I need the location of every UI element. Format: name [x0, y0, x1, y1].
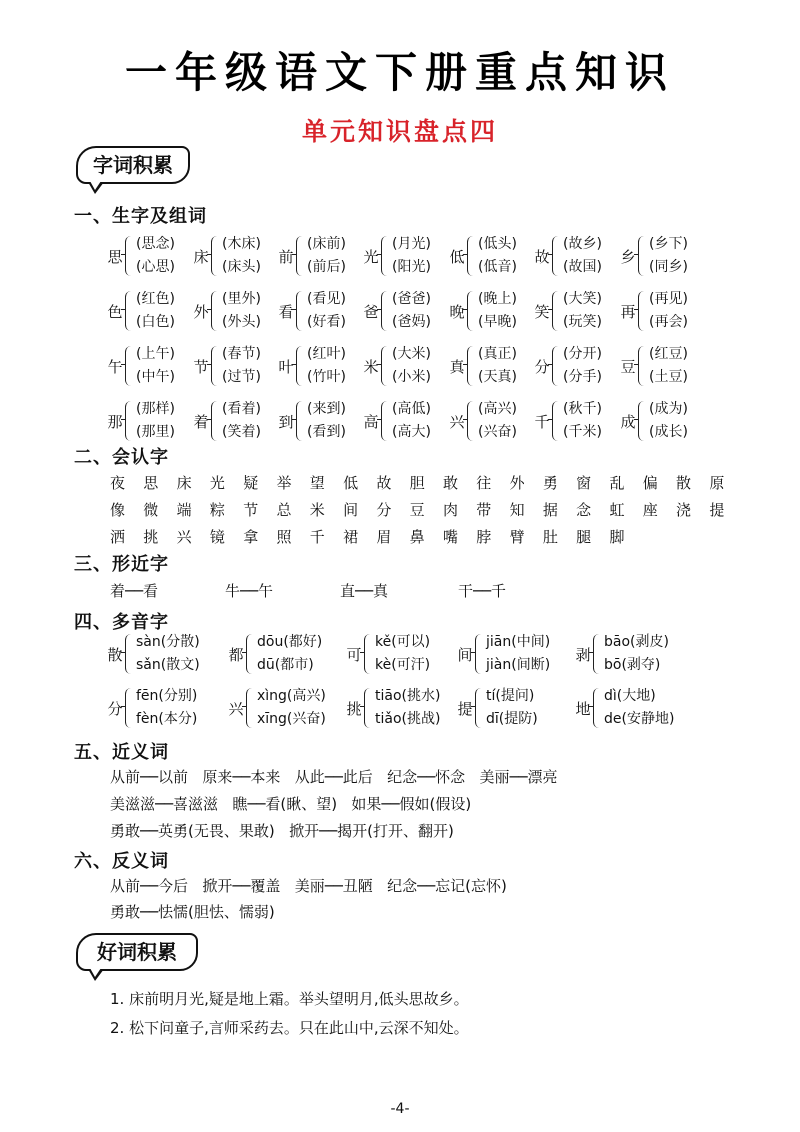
char-word-group [449, 233, 517, 279]
word: (成为) [649, 401, 688, 417]
word: (那样) [136, 401, 175, 417]
recognize-char: 勇 [542, 474, 558, 492]
synonym-line: 美滋滋──喜滋滋 瞧──看(瞅、望) 如果──假如(假设) [110, 795, 472, 813]
word: (笑着) [222, 424, 261, 440]
heading-similar: 三、形近字 [74, 554, 169, 575]
brace-icon [638, 346, 647, 386]
brace-icon [296, 291, 305, 331]
brace-icon [638, 291, 647, 331]
char-word-group [534, 398, 602, 444]
target-char: 都 [228, 645, 244, 664]
brace-icon [593, 634, 602, 674]
recognize-char: 照 [276, 528, 292, 546]
word: (天真) [478, 369, 517, 385]
reading: bō(剥夺) [604, 657, 661, 673]
brace-icon [475, 688, 484, 728]
recognize-char: 肉 [442, 501, 458, 519]
brace-icon [475, 634, 484, 674]
reading: fèn(本分) [136, 711, 198, 727]
reading: kě(可以) [375, 634, 431, 650]
similar-pair: 着──看 [110, 582, 159, 600]
word: (床前) [307, 236, 346, 252]
word: (木床) [222, 236, 261, 252]
brace-icon [211, 346, 220, 386]
reading: tiāo(挑水) [375, 688, 441, 704]
recognize-char: 床 [176, 474, 192, 492]
brace-icon [211, 401, 220, 441]
word: (白色) [136, 314, 175, 330]
char-word-group [534, 288, 602, 334]
recognize-char: 虹 [609, 501, 625, 519]
char-word-group [449, 288, 517, 334]
recognize-char: 米 [309, 501, 325, 519]
char-word-group [620, 233, 688, 279]
target-char: 间 [457, 645, 473, 664]
polyphonic-group [228, 631, 322, 677]
brace-icon [467, 236, 476, 276]
word: (真正) [478, 346, 517, 362]
target-char: 色 [107, 302, 123, 321]
char-row [110, 472, 743, 493]
target-char: 散 [107, 645, 123, 664]
recognize-char: 举 [276, 474, 292, 492]
recognize-char: 敢 [442, 474, 458, 492]
polyphonic-group [107, 685, 197, 731]
reading: dū(都市) [257, 657, 314, 673]
brace-icon [296, 401, 305, 441]
recognize-char: 眉 [376, 528, 392, 546]
brace-icon [246, 634, 255, 674]
word: (看到) [307, 424, 346, 440]
recognize-char: 光 [209, 474, 225, 492]
reading: de(安静地) [604, 711, 675, 727]
recognize-char: 端 [176, 501, 192, 519]
reading: dī(提防) [486, 711, 538, 727]
word: (外头) [222, 314, 261, 330]
target-char: 兴 [228, 699, 244, 718]
target-char: 午 [107, 357, 123, 376]
target-char: 故 [534, 247, 550, 266]
reading: jiān(中间) [486, 634, 551, 650]
recognize-char: 臂 [509, 528, 525, 546]
word: (高低) [392, 401, 431, 417]
reading: tiǎo(挑战) [375, 711, 441, 727]
heading-polyphonic: 四、多音字 [74, 612, 169, 633]
recognize-char: 低 [343, 474, 359, 492]
recognize-char: 往 [476, 474, 492, 492]
polyphonic-group [575, 631, 669, 677]
brace-icon [638, 236, 647, 276]
char-word-group [278, 398, 346, 444]
recognize-char: 脚 [609, 528, 625, 546]
target-char: 乡 [620, 247, 636, 266]
recognize-char: 节 [243, 501, 259, 519]
word: (乡下) [649, 236, 688, 252]
word: (早晚) [478, 314, 517, 330]
target-char: 着 [193, 412, 209, 431]
brace-icon [381, 346, 390, 386]
synonym-line: 从前──以前 原来──本来 从此──此后 纪念──怀念 美丽──漂亮 [110, 768, 558, 786]
char-word-group [107, 233, 175, 279]
target-char: 分 [107, 699, 123, 718]
word: (成长) [649, 424, 688, 440]
char-word-group [193, 288, 261, 334]
recognize-char: 兴 [176, 528, 192, 546]
word: (红叶) [307, 346, 346, 362]
reading: xìng(高兴) [257, 688, 326, 704]
similar-pair: 直──真 [340, 582, 389, 600]
word: (春节) [222, 346, 261, 362]
word: (玩笑) [563, 314, 602, 330]
reading: tí(提问) [486, 688, 535, 704]
word: (低音) [478, 259, 517, 275]
target-char: 思 [107, 247, 123, 266]
synonym-line: 勇敢──英勇(无畏、果敢) 掀开──揭开(打开、翻开) [110, 822, 454, 840]
brace-icon [552, 346, 561, 386]
brace-icon [467, 401, 476, 441]
brace-icon [211, 291, 220, 331]
word: (大米) [392, 346, 431, 362]
word: (上午) [136, 346, 175, 362]
char-word-group [107, 343, 175, 389]
word: (大笑) [563, 291, 602, 307]
recognize-char: 挑 [143, 528, 159, 546]
word: (高兴) [478, 401, 517, 417]
target-char: 再 [620, 302, 636, 321]
recognize-char: 窗 [576, 474, 592, 492]
target-char: 豆 [620, 357, 636, 376]
reading: sǎn(散文) [136, 657, 200, 673]
target-char: 晚 [449, 302, 465, 321]
char-word-group [449, 398, 517, 444]
recognize-char: 裙 [343, 528, 359, 546]
word: (中午) [136, 369, 175, 385]
target-char: 外 [193, 302, 209, 321]
recognize-char: 据 [542, 501, 558, 519]
antonym-line: 勇敢──怯懦(胆怯、懦弱) [110, 903, 275, 921]
char-word-group [534, 233, 602, 279]
polyphonic-group [107, 631, 200, 677]
word: (爸爸) [392, 291, 431, 307]
similar-pair: 干──千 [458, 582, 507, 600]
brace-icon [364, 688, 373, 728]
brace-icon [125, 236, 134, 276]
target-char: 那 [107, 412, 123, 431]
polyphonic-group [346, 685, 440, 731]
polyphonic-group [575, 685, 674, 731]
recognize-char: 夜 [110, 474, 126, 492]
word: (看见) [307, 291, 346, 307]
recognize-char: 总 [276, 501, 292, 519]
recognize-char: 疑 [243, 474, 259, 492]
brace-icon [467, 346, 476, 386]
heading-recognize: 二、会认字 [74, 447, 169, 468]
reading: bāo(剥皮) [604, 634, 669, 650]
target-char: 米 [363, 357, 379, 376]
recognize-char: 思 [143, 474, 159, 492]
target-char: 真 [449, 357, 465, 376]
box-label: 字词积累 [93, 153, 173, 177]
section-box-vocabulary [76, 146, 190, 184]
recognize-char: 嘴 [442, 528, 458, 546]
char-word-group [278, 343, 346, 389]
reading: dì(大地) [604, 688, 656, 704]
char-word-group [363, 288, 431, 334]
recognize-char: 浇 [676, 501, 692, 519]
word: (再见) [649, 291, 688, 307]
brace-icon [381, 236, 390, 276]
brace-icon [381, 291, 390, 331]
target-char: 剥 [575, 645, 591, 664]
word: (来到) [307, 401, 346, 417]
brace-icon [593, 688, 602, 728]
reading: jiàn(间断) [486, 657, 551, 673]
target-char: 分 [534, 357, 550, 376]
word: (分开) [563, 346, 602, 362]
word: (晚上) [478, 291, 517, 307]
word: (故国) [563, 259, 602, 275]
poem-line: 2. 松下问童子,言师采药去。只在此山中,云深不知处。 [110, 1019, 469, 1037]
target-char: 前 [278, 247, 294, 266]
target-char: 看 [278, 302, 294, 321]
target-char: 爸 [363, 302, 379, 321]
brace-icon [125, 634, 134, 674]
word: (看着) [222, 401, 261, 417]
similar-pair: 牛──午 [225, 582, 274, 600]
brace-icon [552, 401, 561, 441]
target-char: 床 [193, 247, 209, 266]
word: (阳光) [392, 259, 431, 275]
word: (千米) [563, 424, 602, 440]
brace-icon [246, 688, 255, 728]
recognize-char: 散 [676, 474, 692, 492]
polyphonic-group [457, 685, 538, 731]
recognize-char: 望 [309, 474, 325, 492]
reading: fēn(分别) [136, 688, 198, 704]
word: (那里) [136, 424, 175, 440]
recognize-char: 知 [509, 501, 525, 519]
char-word-group [193, 398, 261, 444]
recognize-char: 千 [309, 528, 325, 546]
recognize-char: 胆 [409, 474, 425, 492]
recognize-char: 粽 [209, 501, 225, 519]
char-word-group [620, 398, 688, 444]
brace-icon [467, 291, 476, 331]
word: (床头) [222, 259, 261, 275]
brace-icon [364, 634, 373, 674]
target-char: 低 [449, 247, 465, 266]
word: (月光) [392, 236, 431, 252]
brace-icon [381, 401, 390, 441]
reading: xīng(兴奋) [257, 711, 326, 727]
word: (秋千) [563, 401, 602, 417]
recognize-char: 念 [576, 501, 592, 519]
char-word-group [107, 398, 175, 444]
recognize-char: 偏 [642, 474, 658, 492]
recognize-char: 洒 [110, 528, 126, 546]
recognize-char: 分 [376, 501, 392, 519]
reading: sàn(分散) [136, 634, 200, 650]
char-word-group [620, 288, 688, 334]
brace-icon [125, 401, 134, 441]
target-char: 高 [363, 412, 379, 431]
word: (分手) [563, 369, 602, 385]
recognize-char: 镜 [209, 528, 225, 546]
antonym-line: 从前──今后 掀开──覆盖 美丽──丑陋 纪念──忘记(忘怀) [110, 877, 507, 895]
target-char: 兴 [449, 412, 465, 431]
brace-icon [125, 291, 134, 331]
char-row [110, 526, 643, 547]
char-row [110, 499, 743, 520]
target-char: 节 [193, 357, 209, 376]
word: (红色) [136, 291, 175, 307]
char-word-group [363, 343, 431, 389]
word: (前后) [307, 259, 346, 275]
recognize-char: 腿 [576, 528, 592, 546]
target-char: 光 [363, 247, 379, 266]
target-char: 笑 [534, 302, 550, 321]
word: (好看) [307, 314, 346, 330]
box-label: 好词积累 [97, 940, 177, 964]
word: (思念) [136, 236, 175, 252]
word: (心思) [136, 259, 175, 275]
reading: kè(可汗) [375, 657, 431, 673]
char-word-group [363, 398, 431, 444]
recognize-char: 脖 [476, 528, 492, 546]
word: (里外) [222, 291, 261, 307]
brace-icon [552, 291, 561, 331]
heading-antonyms: 六、反义词 [74, 851, 169, 872]
recognize-char: 原 [709, 474, 725, 492]
recognize-char: 故 [376, 474, 392, 492]
recognize-char: 乱 [609, 474, 625, 492]
word: (土豆) [649, 369, 688, 385]
recognize-char: 微 [143, 501, 159, 519]
recognize-char: 带 [476, 501, 492, 519]
char-word-group [363, 233, 431, 279]
char-word-group [193, 233, 261, 279]
poem-line: 1. 床前明月光,疑是地上霜。举头望明月,低头思故乡。 [110, 990, 469, 1008]
brace-icon [296, 236, 305, 276]
reading: dōu(都好) [257, 634, 323, 650]
polyphonic-group [228, 685, 326, 731]
brace-icon [552, 236, 561, 276]
brace-icon [125, 688, 134, 728]
target-char: 叶 [278, 357, 294, 376]
target-char: 到 [278, 412, 294, 431]
char-word-group [449, 343, 517, 389]
section-box-good-words [76, 933, 198, 971]
word: (再会) [649, 314, 688, 330]
recognize-char: 间 [343, 501, 359, 519]
target-char: 成 [620, 412, 636, 431]
page-title: 一年级语文下册重点知识 [124, 48, 675, 97]
polyphonic-group [346, 631, 430, 677]
recognize-char: 提 [709, 501, 725, 519]
char-word-group [278, 233, 346, 279]
recognize-char: 座 [642, 501, 658, 519]
target-char: 提 [457, 699, 473, 718]
recognize-char: 豆 [409, 501, 425, 519]
recognize-char: 像 [110, 501, 126, 519]
word: (低头) [478, 236, 517, 252]
word: (竹叶) [307, 369, 346, 385]
char-word-group [278, 288, 346, 334]
word: (小米) [392, 369, 431, 385]
recognize-char: 外 [509, 474, 525, 492]
target-char: 千 [534, 412, 550, 431]
target-char: 地 [575, 699, 591, 718]
heading-synonyms: 五、近义词 [74, 742, 169, 763]
brace-icon [125, 346, 134, 386]
recognize-char: 鼻 [409, 528, 425, 546]
heading-new-chars: 一、生字及组词 [74, 206, 207, 227]
word: (爸妈) [392, 314, 431, 330]
word: (故乡) [563, 236, 602, 252]
page-number: -4- [390, 1101, 410, 1117]
char-word-group [620, 343, 688, 389]
recognize-char: 拿 [243, 528, 259, 546]
recognize-char: 肚 [542, 528, 558, 546]
target-char: 可 [346, 645, 362, 664]
char-word-group [107, 288, 175, 334]
unit-subtitle: 单元知识盘点四 [301, 117, 498, 146]
word: (同乡) [649, 259, 688, 275]
word: (高大) [392, 424, 431, 440]
polyphonic-group [457, 631, 550, 677]
word: (过节) [222, 369, 261, 385]
brace-icon [211, 236, 220, 276]
target-char: 挑 [346, 699, 362, 718]
brace-icon [638, 401, 647, 441]
char-word-group [534, 343, 602, 389]
char-word-group [193, 343, 261, 389]
word: (兴奋) [478, 424, 517, 440]
word: (红豆) [649, 346, 688, 362]
brace-icon [296, 346, 305, 386]
